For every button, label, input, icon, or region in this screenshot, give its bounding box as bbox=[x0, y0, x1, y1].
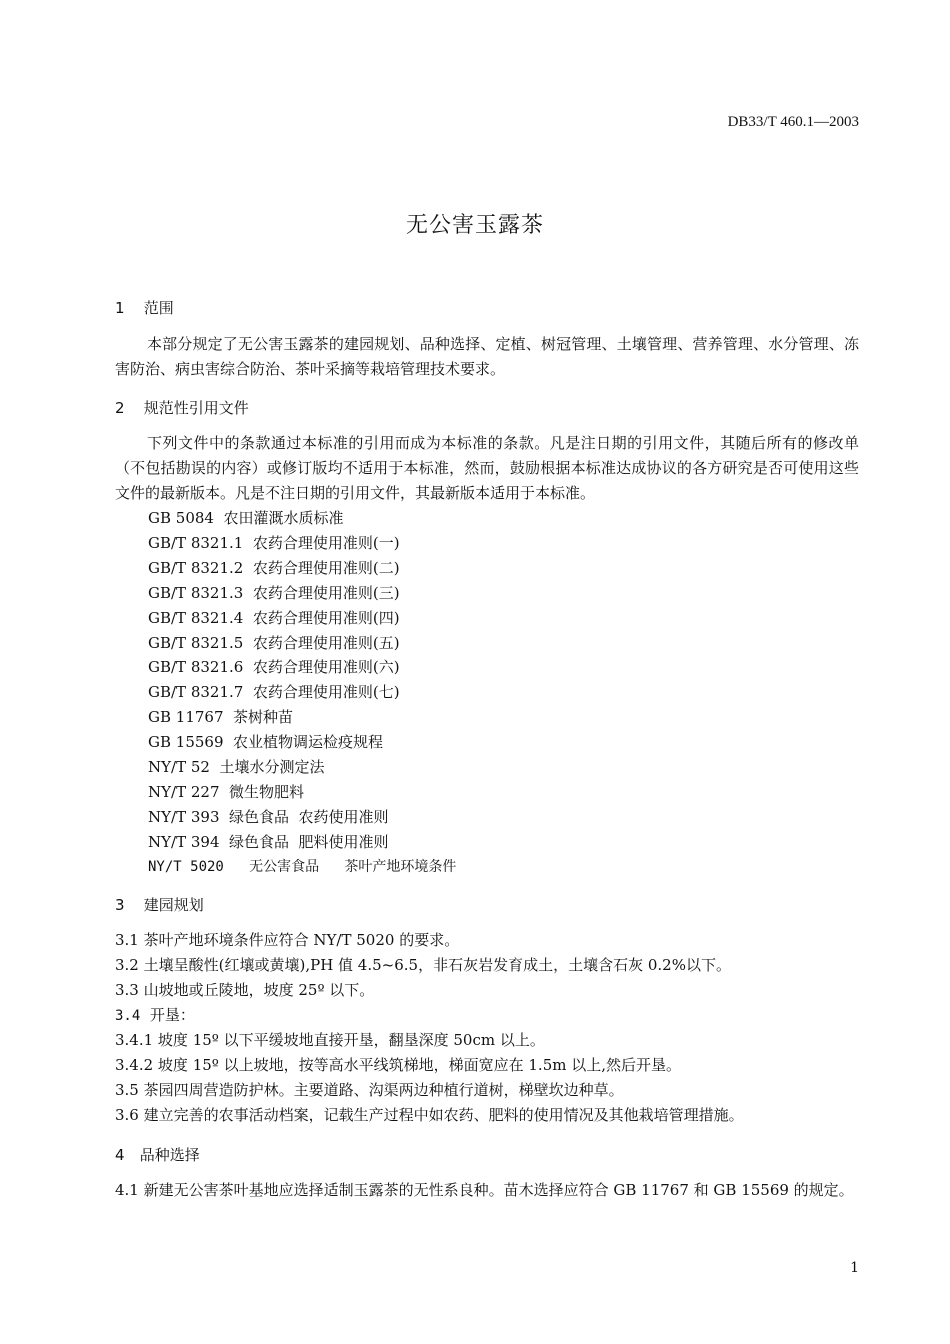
section-1-body bbox=[115, 332, 859, 382]
standard-code: DB33/T 460.1—2003 bbox=[727, 114, 859, 130]
section-number: 3 bbox=[115, 896, 125, 914]
section-title: 规范性引用文件 bbox=[143, 399, 249, 417]
section-number: 4 bbox=[115, 1146, 125, 1164]
section-4-heading bbox=[115, 1144, 200, 1165]
section-title: 范围 bbox=[143, 299, 174, 317]
clause-3-2: 3.2 土壤呈酸性(红壤或黄壤),PH 值 4.5~6.5，非石灰岩发育成土，土壤含石灰 0.2%以下。 bbox=[115, 956, 731, 974]
section-1-heading bbox=[115, 297, 174, 318]
clause-number: 3.4 bbox=[115, 1008, 141, 1024]
section-2-heading bbox=[115, 397, 249, 418]
reference-list bbox=[148, 506, 456, 880]
section-title: 品种选择 bbox=[139, 1146, 200, 1164]
reference-item: NY/T 394 绿色食品 肥料使用准则 bbox=[148, 832, 389, 851]
reference-item: GB/T 8321.3 农药合理使用准则(三) bbox=[148, 583, 400, 602]
clause-3-4-1: 3.4.1 坡度 15º 以下平缓坡地直接开垦，翻垦深度 50cm 以上。 bbox=[115, 1031, 545, 1049]
section-2-body bbox=[115, 431, 859, 506]
clause-3-6: 3.6 建立完善的农事活动档案，记载生产过程中如农药、肥料的使用情况及其他栽培管理措施。 bbox=[115, 1106, 744, 1124]
clause-3-4-2: 3.4.2 坡度 15º 以上坡地，按等高水平线筑梯地，梯面宽应在 1.5m 以上,然后开垦。 bbox=[115, 1056, 681, 1074]
section-title: 建园规划 bbox=[143, 896, 204, 914]
reference-item: NY/T 52 土壤水分测定法 bbox=[148, 758, 325, 777]
section-number: 2 bbox=[115, 399, 125, 417]
reference-item: NY/T 393 绿色食品 农药使用准则 bbox=[148, 807, 389, 826]
reference-item: GB/T 8321.4 农药合理使用准则(四) bbox=[148, 608, 400, 627]
clause-3-4 bbox=[115, 1003, 859, 1029]
clause-4-1: 4.1 新建无公害茶叶基地应选择适制玉露茶的无性系良种。苗木选择应符合 GB 11767 和 GB 15569 的规定。 bbox=[115, 1181, 854, 1199]
reference-item: GB 11767 茶树种苗 bbox=[148, 708, 294, 727]
document-title: 无公害玉露茶 bbox=[405, 213, 544, 238]
reference-item: GB 5084 农田灌溉水质标准 bbox=[148, 509, 344, 527]
section-3-heading bbox=[115, 894, 204, 915]
normative-references-paragraph: 下列文件中的条款通过本标准的引用而成为本标准的条款。凡是注日期的引用文件，其随后所有的修改单（不包括勘误的内容）或修订版均不适用于本标准，然而，鼓励根据本标准达成协议的各方研究是否可使用这些文件的最新版本。凡是不注日期的引用文件，其最新版本适用于本标准。 bbox=[115, 434, 859, 502]
clause-3-1: 3.1 茶叶产地环境条件应符合 NY/T 5020 的要求。 bbox=[115, 931, 460, 949]
scope-paragraph: 本部分规定了无公害玉露茶的建园规划、品种选择、定植、树冠管理、土壤管理、营养管理、水分管理、冻害防治、病虫害综合防治、茶叶采摘等栽培管理技术要求。 bbox=[115, 335, 859, 378]
page-number: 1 bbox=[850, 1260, 859, 1276]
clause-3-5: 3.5 茶园四周营造防护林。主要道路、沟渠两边种植行道树，梯壁坎边种草。 bbox=[115, 1081, 624, 1099]
reference-item: GB/T 8321.5 农药合理使用准则(五) bbox=[148, 633, 400, 652]
reference-item: NY/T 227 微生物肥料 bbox=[148, 782, 305, 801]
reference-item: GB/T 8321.2 农药合理使用准则(二) bbox=[148, 558, 400, 577]
reference-item: GB/T 8321.7 农药合理使用准则(七) bbox=[148, 683, 400, 702]
clause-text: 开垦： bbox=[140, 1006, 195, 1024]
reference-item: GB 15569 农业植物调运检疫规程 bbox=[148, 733, 384, 752]
reference-item: GB/T 8321.6 农药合理使用准则(六) bbox=[148, 658, 400, 677]
clause-3-3: 3.3 山坡地或丘陵地，坡度 25º 以下。 bbox=[115, 981, 375, 999]
reference-item: GB/T 8321.1 农药合理使用准则(一) bbox=[148, 533, 400, 552]
reference-item: NY/T 5020 无公害食品 茶叶产地环境条件 bbox=[148, 858, 457, 875]
section-number: 1 bbox=[115, 299, 125, 317]
